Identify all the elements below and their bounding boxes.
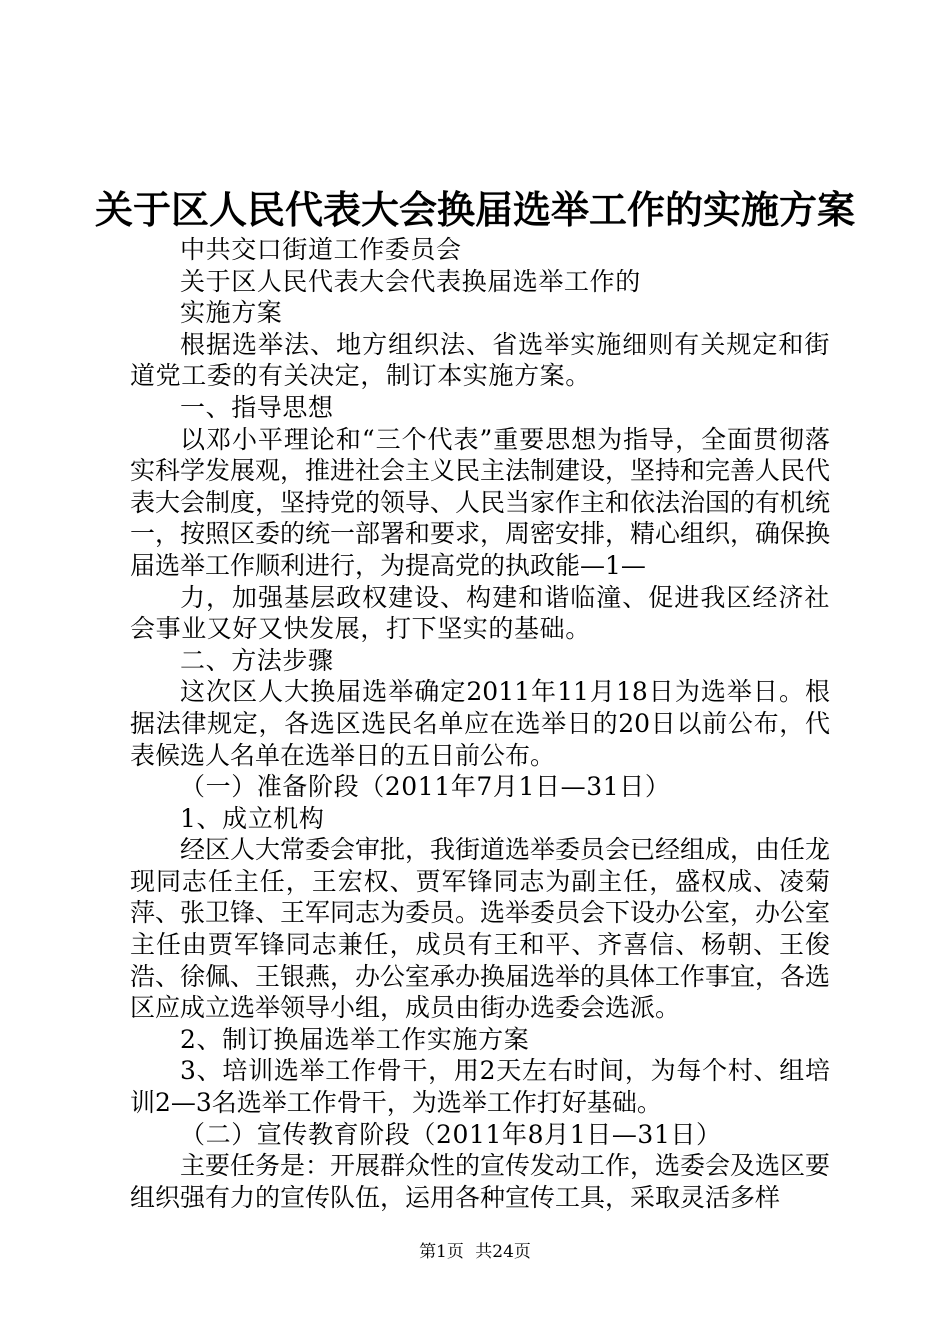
paragraph-publicity: 主要任务是：开展群众性的宣传发动工作，选委会及选区要组织强有力的宣传队伍，运用各种宣传工具，采取灵活多样 xyxy=(130,1151,831,1212)
item-heading-establish: 1、成立机构 xyxy=(180,803,325,833)
page-number: 第1页 xyxy=(419,1242,464,1262)
paragraph-guiding: 以邓小平理论和“三个代表”重要思想为指导，全面贯彻落实科学发展观，推进社会主义民主法制建设，坚持和完善人民代表大会制度，坚持党的领导、人民当家作主和依法治国的有机统一，按照区委的统一部署和要求，周密安排，精心组织，确保换届选举工作顺利进行，为提高党的执政能—1— xyxy=(130,424,831,580)
paragraph-subtitle-cont: 实施方案 xyxy=(180,298,283,328)
paragraph-issuer: 中共交口街道工作委员会 xyxy=(180,235,462,264)
paragraph-intro: 根据选举法、地方组织法、省选举实施细则有关规定和街道党工委的有关决定，制订本实施方案。 xyxy=(130,329,830,391)
item-plan: 2、制订换届选举工作实施方案 xyxy=(180,1024,530,1054)
page-total: 共24页 xyxy=(475,1242,531,1262)
section-heading-guiding: 一、指导思想 xyxy=(180,392,334,422)
paragraph-subtitle: 关于区人民代表大会代表换届选举工作的 xyxy=(180,266,641,296)
paragraph-committee: 经区人大常委会审批，我街道选举委员会已经组成，由任龙现同志任主任，王宏权、贾军锋同志为副主任，盛权成、凌菊萍、张卫锋、王军同志为委员。选举委员会下设办公室，办公室主任由贾军锋同志兼任，成员有王和平、齐喜信、杨朝、王俊浩、徐佩、王银燕，办公室承办换届选举的具体工作事宜，各选区应成立选举领导小组，成员由街办选委会选派。 xyxy=(130,835,831,1023)
paragraph-election-date: 这次区人大换届选举确定2011年11月18日为选举日。根据法律规定，各选区选民名单应在选举日的20日以前公布，代表候选人名单在选举日的五日前公布。 xyxy=(130,677,830,770)
section-heading-steps: 二、方法步骤 xyxy=(180,645,334,675)
document-title: 关于区人民代表大会换届选举工作的实施方案 xyxy=(94,187,855,232)
paragraph-guiding-cont: 力，加强基层政权建设、构建和谐临潼、促进我区经济社会事业又好又快发展，打下坚实的基础。 xyxy=(130,582,830,644)
document-body xyxy=(130,234,830,1213)
item-training: 3、培训选举工作骨干，用2天左右时间，为每个村、组培训2—3名选举工作骨干，为选举工作打好基础。 xyxy=(130,1056,830,1118)
subsection-heading-publicity: （二）宣传教育阶段（2011年8月1日—31日） xyxy=(180,1119,722,1149)
subsection-heading-prep: （一）准备阶段（2011年7月1日—31日） xyxy=(180,772,671,802)
page-footer xyxy=(0,1241,950,1263)
